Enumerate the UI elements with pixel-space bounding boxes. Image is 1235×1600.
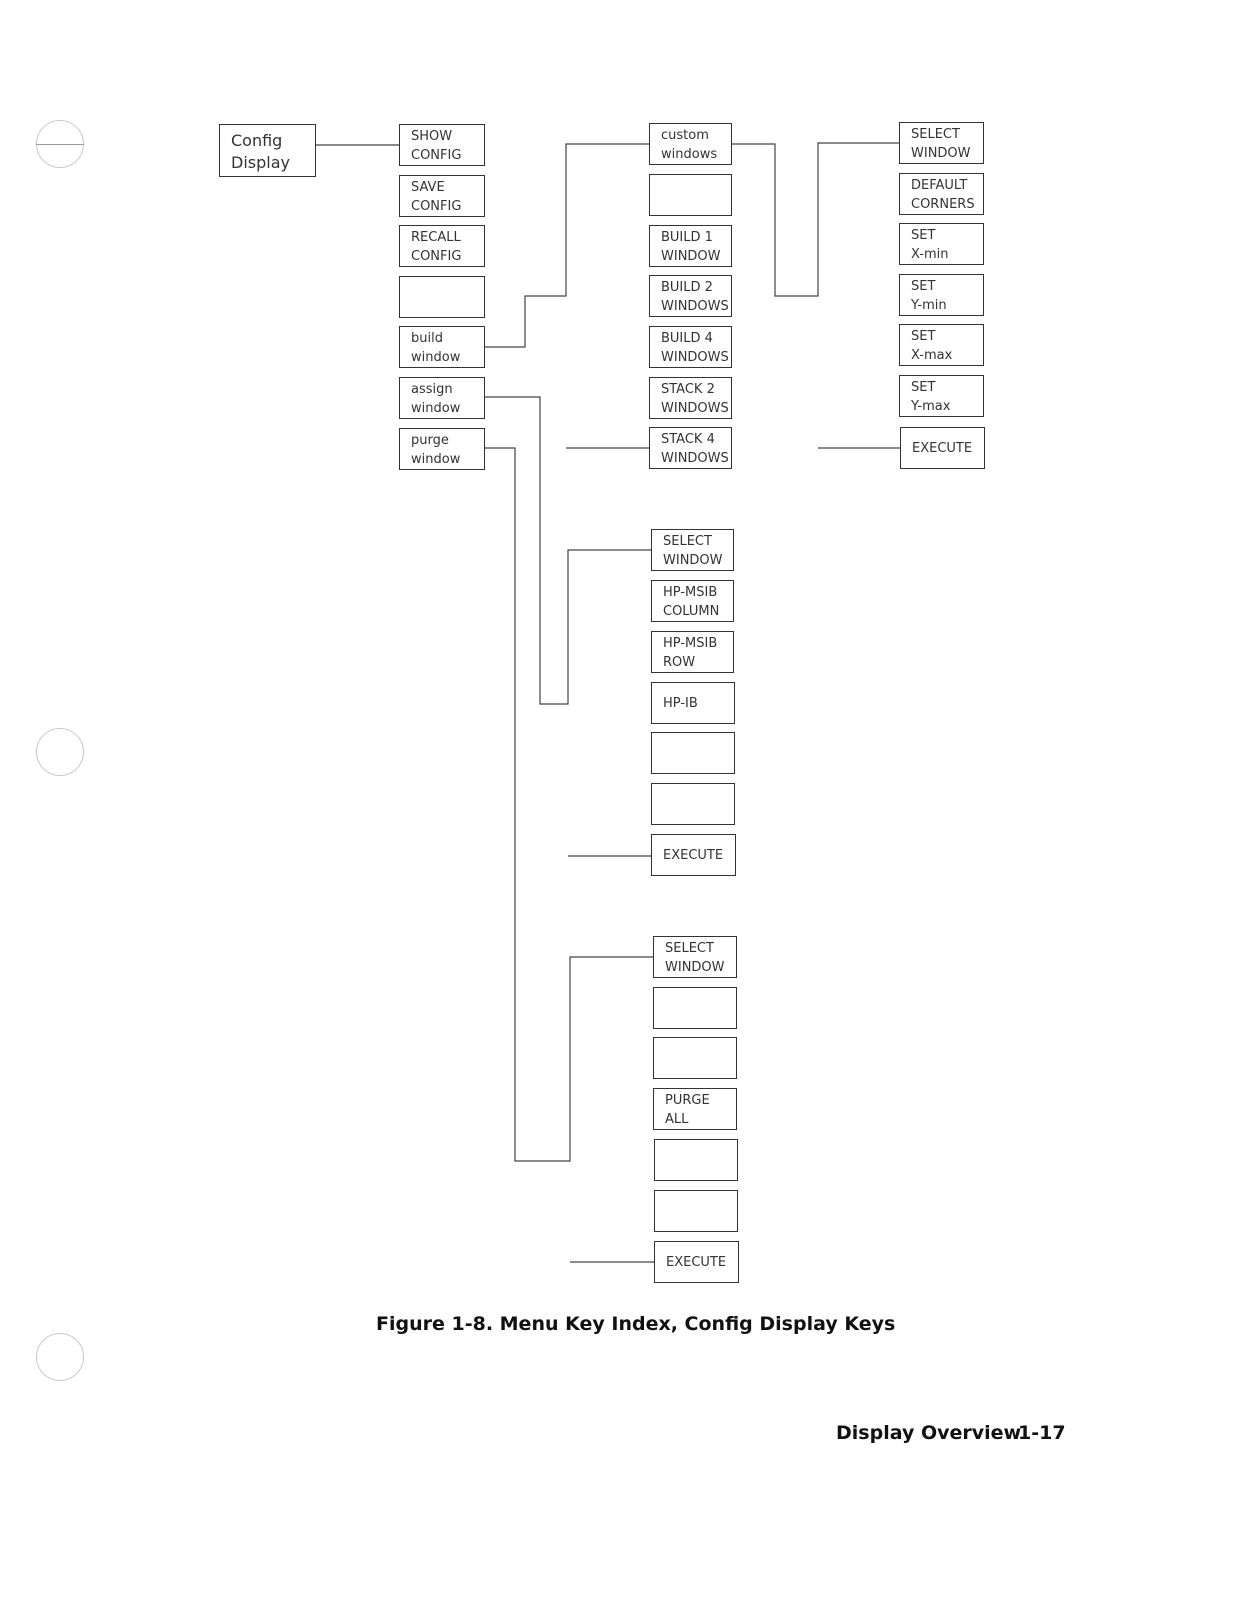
build-4-windows-key[interactable]: BUILD 4 WINDOWS (649, 326, 732, 368)
execute-key[interactable]: EXECUTE (900, 427, 985, 469)
set-x-max-key[interactable]: SET X-max (899, 324, 984, 366)
assign-window-key[interactable]: assign window (399, 377, 485, 419)
purge-window-key[interactable]: purge window (399, 428, 485, 470)
select-window-key[interactable]: SELECT WINDOW (651, 529, 734, 571)
save-config-key[interactable]: SAVE CONFIG (399, 175, 485, 217)
execute-key[interactable]: EXECUTE (651, 834, 736, 876)
hp-msib-row-key[interactable]: HP-MSIB ROW (651, 631, 734, 673)
figure-caption: Figure 1-8. Menu Key Index, Config Display Keys (376, 1313, 896, 1335)
footer-page-number: 1-17 (1018, 1422, 1066, 1444)
blank-key[interactable] (654, 1139, 738, 1181)
default-corners-key[interactable]: DEFAULT CORNERS (899, 173, 984, 215)
hp-msib-column-key[interactable]: HP-MSIB COLUMN (651, 580, 734, 622)
stack-2-windows-key[interactable]: STACK 2 WINDOWS (649, 377, 732, 419)
blank-key[interactable] (651, 732, 735, 774)
build-window-key[interactable]: build window (399, 326, 485, 368)
blank-key[interactable] (399, 276, 485, 318)
blank-key[interactable] (653, 1037, 737, 1079)
hp-ib-key[interactable]: HP-IB (651, 682, 735, 724)
select-window-key[interactable]: SELECT WINDOW (653, 936, 737, 978)
set-y-max-key[interactable]: SET Y-max (899, 375, 984, 417)
config-display-key[interactable]: Config Display (219, 124, 316, 177)
blank-key[interactable] (654, 1190, 738, 1232)
stack-4-windows-key[interactable]: STACK 4 WINDOWS (649, 427, 732, 469)
build-1-window-key[interactable]: BUILD 1 WINDOW (649, 225, 732, 267)
recall-config-key[interactable]: RECALL CONFIG (399, 225, 485, 267)
blank-key[interactable] (651, 783, 735, 825)
set-x-min-key[interactable]: SET X-min (899, 223, 984, 265)
build-2-windows-key[interactable]: BUILD 2 WINDOWS (649, 275, 732, 317)
execute-key[interactable]: EXECUTE (654, 1241, 739, 1283)
set-y-min-key[interactable]: SET Y-min (899, 274, 984, 316)
show-config-key[interactable]: SHOW CONFIG (399, 124, 485, 166)
custom-windows-key[interactable]: custom windows (649, 123, 732, 165)
purge-all-key[interactable]: PURGE ALL (653, 1088, 737, 1130)
select-window-key[interactable]: SELECT WINDOW (899, 122, 984, 164)
blank-key[interactable] (653, 987, 737, 1029)
blank-key[interactable] (649, 174, 732, 216)
footer-section-title: Display Overview (836, 1422, 1022, 1444)
